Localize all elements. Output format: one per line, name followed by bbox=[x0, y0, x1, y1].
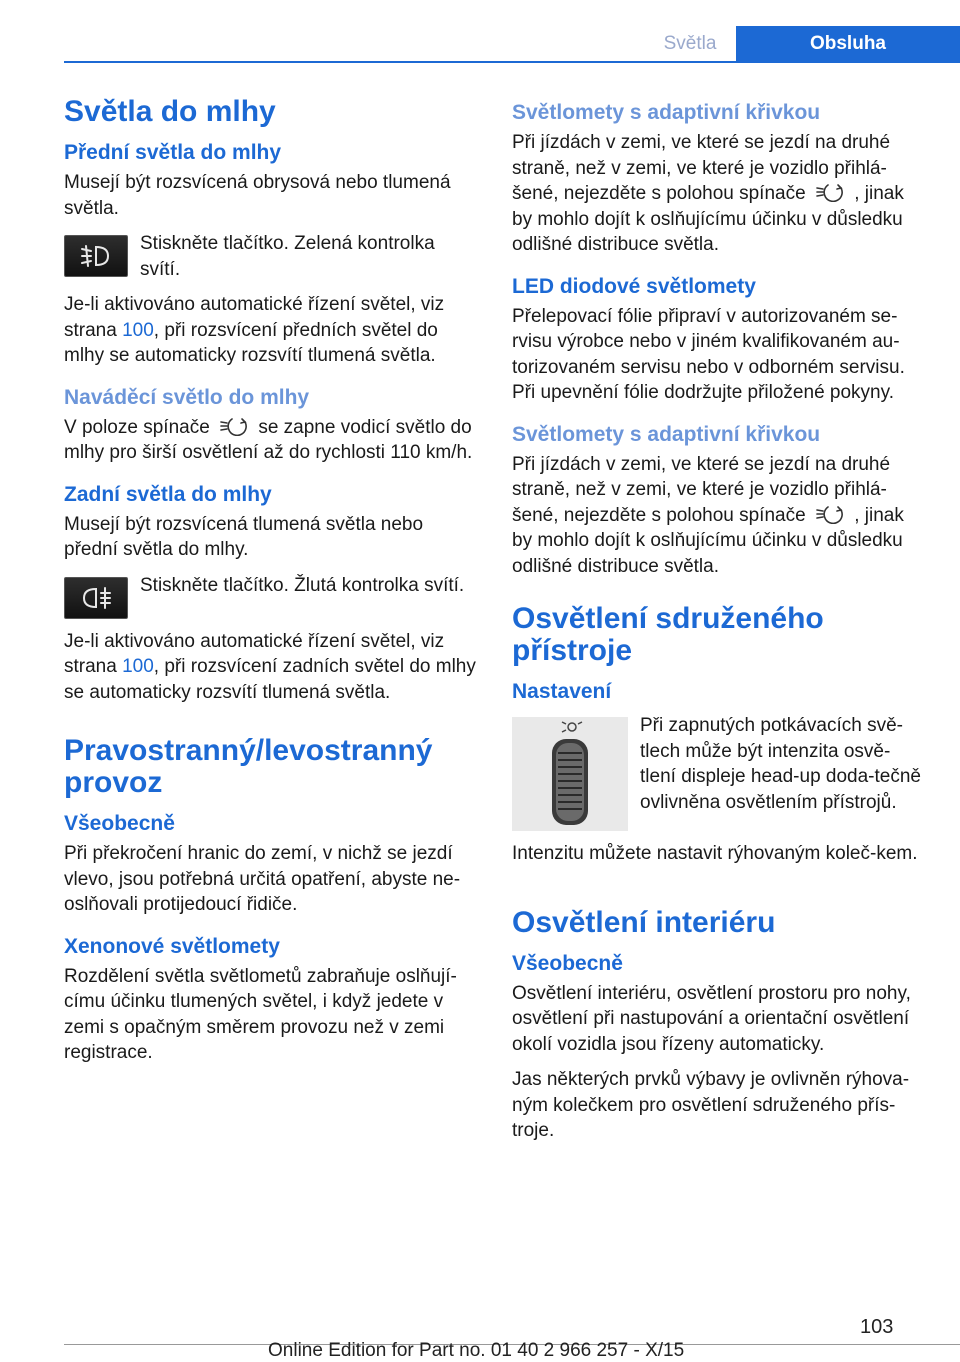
front-fog-auto-paragraph: Je-li aktivováno automatické řízení světel, viz strana 100, při rozsvícení předních světel do mlhy se automaticky rozsvítí tlumená světla. bbox=[64, 294, 445, 366]
instrument-lighting-title: Osvětlení sdruženého přístroje bbox=[512, 602, 824, 667]
interior-paragraph-1: Osvětlení interiéru, osvětlení prostoru pro nohy, osvětlení při nastupování a orientační osvětlení okolí vozidla jsou řízeny automaticky. bbox=[512, 982, 911, 1055]
light-switch-position-icon bbox=[811, 504, 849, 524]
front-fog-button-row bbox=[64, 231, 478, 282]
rear-fog-lamp-icon bbox=[64, 577, 128, 619]
general-heading: Všeobecně bbox=[64, 812, 175, 835]
page-link-100[interactable]: 100 bbox=[122, 656, 154, 677]
interior-general-heading: Všeobecně bbox=[512, 951, 623, 975]
xenon-paragraph: Rozdělení světla světlometů zabraňuje oslňují-címu účinku tlumených světel, i když jedete v zemi s opačným směrem provozu než v zemi registrace. bbox=[64, 965, 457, 1063]
xenon-heading: Xenonové světlomety bbox=[64, 934, 280, 958]
edition-text: Online Edition for Part no. 01 40 2 966 257 - X/15 bbox=[268, 1340, 685, 1361]
fog-lights-title: Světla do mlhy bbox=[64, 95, 276, 128]
page-link-100[interactable]: 100 bbox=[122, 319, 154, 341]
setting-wheel-text: Při zapnutých potkávacích svě-tlech může být intenzita osvě-tlení displeje head-up doda-tečně ovlivněna osvětlením přístrojů. bbox=[640, 715, 921, 813]
general-paragraph: Při překročení hranic do zemí, v nichž se jezdí vlevo, jsou potřebná určitá opatření, abyste ne-oslňovali protijedoucí řidiče. bbox=[64, 843, 461, 915]
rear-fog-button-row bbox=[64, 573, 478, 619]
led-paragraph: Přelepovací fólie připraví v autorizovaném se-rvisu výrobce nebo v jiném kvalifikovaném au-torizovaném servisu nebo v odborném servisu. Při upevnění fólie dodržujte přiložené pokyny. bbox=[512, 305, 905, 403]
rear-fog-heading: Zadní světla do mlhy bbox=[64, 482, 272, 506]
header-rule bbox=[64, 61, 960, 63]
adaptive-heading-2: Světlomety s adaptivní křivkou bbox=[512, 422, 821, 446]
wheel-row bbox=[512, 713, 926, 831]
light-switch-position-icon bbox=[811, 182, 849, 202]
left-column bbox=[64, 96, 478, 1076]
adaptive-heading-1: Světlomety s adaptivní křivkou bbox=[512, 101, 821, 124]
front-fog-button-text: Stiskněte tlačítko. Zelená kontrolka svítí. bbox=[140, 233, 435, 280]
setting-paragraph: Intenzitu můžete nastavit rýhovaným koleč-kem. bbox=[512, 843, 918, 864]
interior-paragraph-2: Jas některých prvků výbavy je ovlivněn rýhova-ným kolečkem pro osvětlení sdruženého přís-troje. bbox=[512, 1069, 910, 1141]
front-fog-lamp-icon bbox=[64, 235, 128, 277]
adaptive-paragraph-2: Při jízdách v zemi, ve které se jezdí na druhé straně, než v zemi, ve které je vozidlo přihlá-šené, nejezděte s polohou spínače , jinak by mohlo dojít k oslňujícímu účinku v důsledku odlišné distribuce světla. bbox=[512, 453, 904, 577]
knurled-wheel-icon bbox=[512, 717, 628, 831]
setting-heading: Nastavení bbox=[512, 680, 612, 703]
guide-fog-heading: Naváděcí světlo do mlhy bbox=[64, 385, 310, 409]
front-fog-paragraph: Musejí být rozsvícená obrysová nebo tlumená světla. bbox=[64, 172, 451, 219]
page-footer bbox=[0, 1316, 960, 1362]
section-tab: Světla bbox=[663, 33, 717, 54]
guide-fog-paragraph: V poloze spínače se zapne vodicí světlo do mlhy pro širší osvětlení až do rychlosti 110 km/h. bbox=[64, 416, 473, 463]
traffic-title: Pravostranný/levostranný provoz bbox=[64, 734, 433, 799]
front-fog-heading: Přední světla do mlhy bbox=[64, 141, 282, 164]
rear-fog-paragraph: Musejí být rozsvícená tlumená světla nebo přední světla do mlhy. bbox=[64, 513, 424, 560]
chapter-tab: Obsluha bbox=[736, 26, 960, 62]
interior-lighting-title: Osvětlení interiéru bbox=[512, 905, 776, 939]
right-column bbox=[512, 100, 926, 1154]
light-switch-position-icon bbox=[215, 416, 253, 436]
rear-fog-auto-paragraph: Je-li aktivováno automatické řízení světel, viz strana 100, při rozsvícení zadních světel do mlhy se automaticky rozsvítí tlumená světla. bbox=[64, 630, 476, 703]
page-number: 103 bbox=[860, 1316, 894, 1338]
page-header bbox=[0, 0, 960, 62]
rear-fog-button-text: Stiskněte tlačítko. Žlutá kontrolka svítí. bbox=[140, 574, 465, 596]
led-heading: LED diodové světlomety bbox=[512, 274, 756, 298]
adaptive-paragraph-1: Při jízdách v zemi, ve které se jezdí na druhé straně, než v zemi, ve které je vozidlo přihlá-šené, nejezděte s polohou spínače , jinak by mohlo dojít k oslňujícímu účinku v důsledku odlišné distribuce světla. bbox=[512, 132, 904, 255]
